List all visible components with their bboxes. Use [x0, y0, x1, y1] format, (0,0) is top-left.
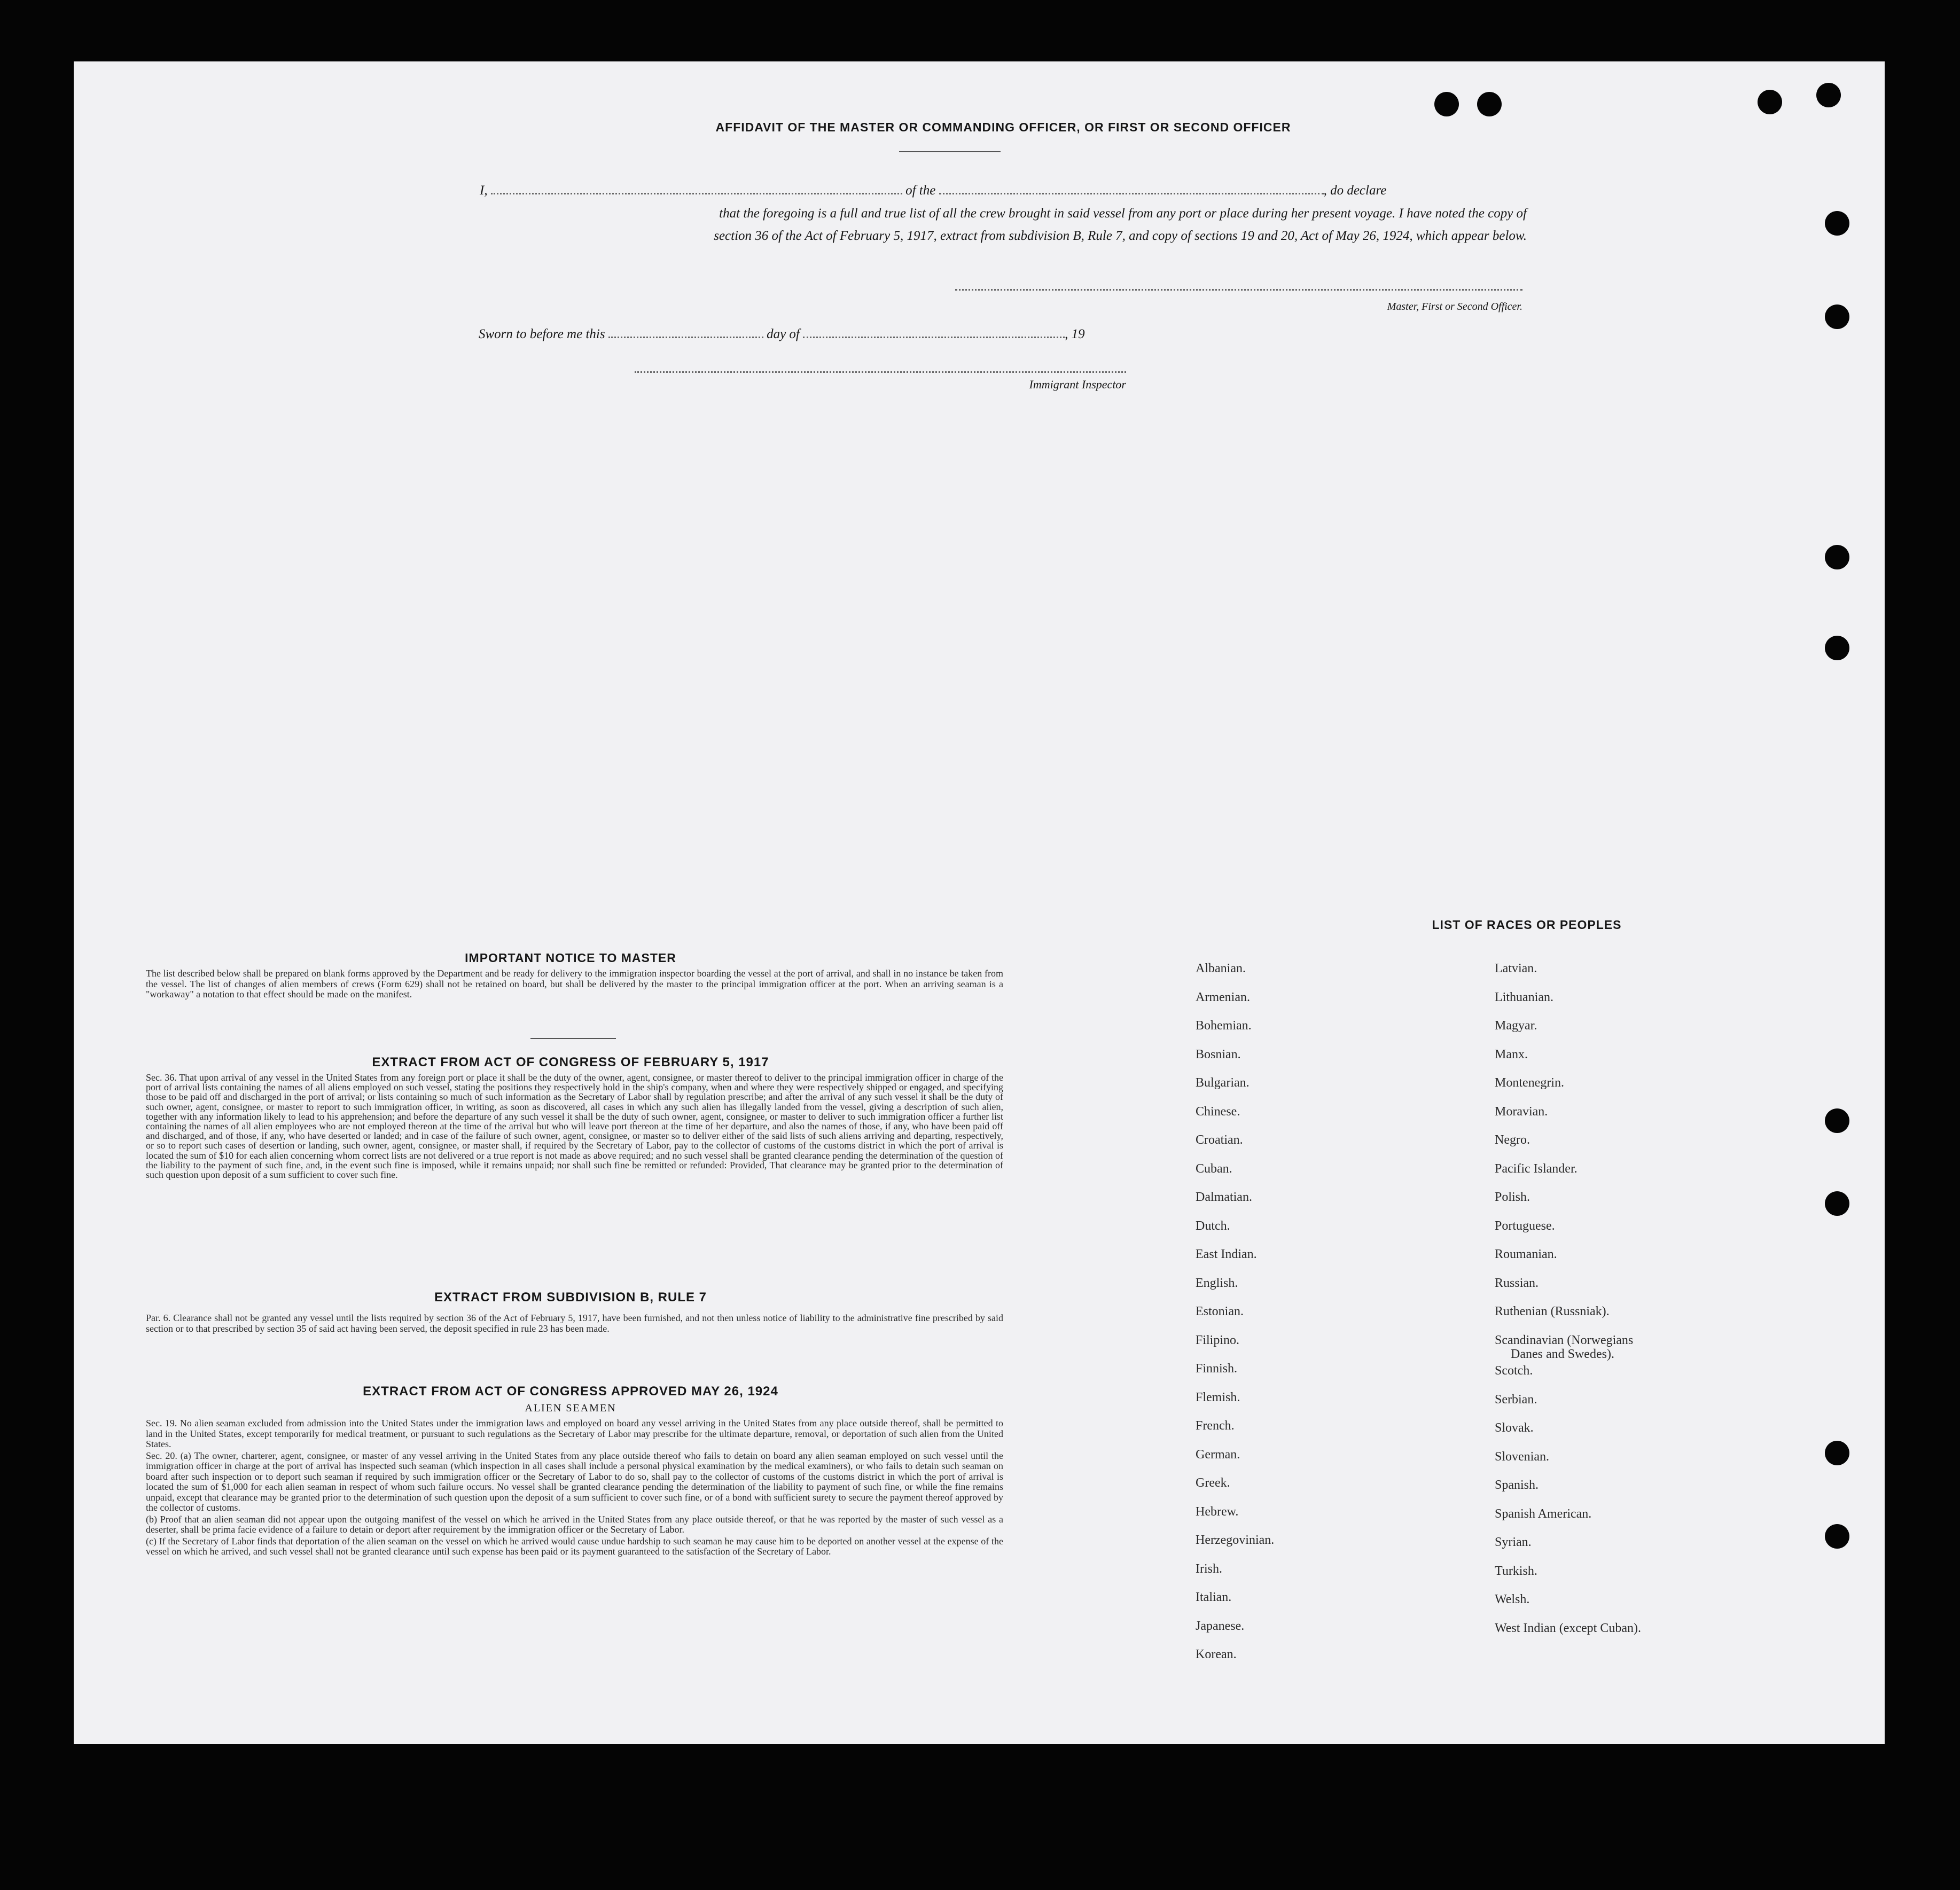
race-list-item: Moravian. [1495, 1104, 1548, 1119]
race-list-item: West Indian (except Cuban). [1495, 1621, 1641, 1635]
month-blank[interactable] [803, 337, 1065, 338]
race-list-item: Manx. [1495, 1047, 1528, 1061]
race-list-item: Russian. [1495, 1276, 1539, 1290]
affidavit-line-3: section 36 of the Act of February 5, 1917, extract from subdivision B, Rule 7, and copy of sections 19 and 20, Act of May 26, 1924, which appear below. [714, 229, 1527, 243]
punch-hole [1825, 545, 1849, 569]
race-list-item: Italian. [1196, 1590, 1232, 1604]
punch-hole [1825, 304, 1849, 329]
title-underline [899, 151, 1001, 152]
race-list-item: Bohemian. [1196, 1019, 1252, 1033]
sworn-line [479, 327, 1227, 342]
vessel-blank[interactable] [939, 193, 1324, 194]
race-list-item: German. [1196, 1447, 1240, 1462]
punch-hole [1825, 636, 1849, 660]
race-list-item: Lithuanian. [1495, 990, 1553, 1004]
race-list-item: Slovak. [1495, 1421, 1534, 1435]
rule-7-text: Par. 6. Clearance shall not be granted any vessel until the lists required by section 36 of the Act of February 5, 1917, have been furnished, and not then unless notice of liability to the administrative fine prescribed by said section or to that prescribed by section 35 of said act having been served, the deposit specified in rule 23 has been made. [146, 1313, 1003, 1334]
race-list-item: Magyar. [1495, 1019, 1537, 1033]
extract-1917-title: EXTRACT FROM ACT OF CONGRESS OF FEBRUARY 5, 1917 [372, 1055, 769, 1069]
extract-1917-text: Sec. 36. That upon arrival of any vessel in the United States from any foreign port or place it shall be the duty of the owner, agent, consignee, or master thereof to deliver to the principal immigration officer in charge of the port of arrival lists containing the names of all aliens employed on such vessel, stating the positions they respectively hold in the ship's company, when and where they were respectively shipped or engaged, and specifying those to be paid off and discharged in the port of arrival; or lists containing so much of such information as the Secretary of Labor shall by regulation prescribe; and after the arrival of any such vessel it shall be the duty of such owner, agent, consignee, or master to report to such immigration officer, in writing, as soon as discovered, all cases in which any such alien has illegally landed from the vessel, giving a description of such alien, together with any information likely to lead to his apprehension; and before the departure of any such vessel it shall be the duty of such owner, agent, consignee, or master to deliver to such immigration officer a further list containing the names of all alien employees who are not employed thereon at the time of the arrival but who will leave port thereon at the time of her departure, and also the names of those, if any, who have been paid off and discharged, and of those, if any, who have deserted or landed; and in case of the failure of such owner, agent, consignee, or master so to deliver either of the said lists of such aliens arriving and departing, respectively, or so to report such cases of desertion or landing, such owner, agent, consignee, or master shall, if required by the Secretary of Labor, pay to the collector of customs of the customs district in which the port of arrival is located the sum of $10 for each alien concerning whom correct lists are not delivered or a true report is not made as above required; and no such vessel shall be granted clearance pending the determination of the question of the liability to the payment of such fine, and, in the event such fine is imposed, while it remains unpaid; nor shall such fine be remitted or refunded: Provided, That clearance may be granted prior to the determination of such question upon deposit of a sum sufficient to cover such fine. [146, 1072, 1003, 1181]
race-list-item: Filipino. [1196, 1333, 1240, 1347]
punch-hole [1825, 1441, 1849, 1465]
affidavit-line-2: that the foregoing is a full and true list of all the crew brought in said vessel from any port or place during her present voyage. I have noted the copy of [719, 206, 1527, 221]
race-list-item: Turkish. [1495, 1564, 1537, 1578]
race-list-item: Chinese. [1196, 1104, 1240, 1119]
race-list-item: Serbian. [1495, 1392, 1537, 1407]
race-list-item: Scandinavian (Norwegians [1495, 1333, 1634, 1347]
sworn-label: Sworn to before me this [479, 327, 605, 341]
punch-hole [1825, 1524, 1849, 1549]
race-list-item: Dutch. [1196, 1219, 1230, 1233]
race-list-item: Syrian. [1495, 1535, 1532, 1549]
race-list-item: Polish. [1495, 1190, 1530, 1204]
race-list-item: Spanish American. [1495, 1506, 1592, 1521]
do-declare-label: , do declare [1323, 183, 1387, 198]
punch-hole [1825, 1108, 1849, 1133]
race-list-item: Latvian. [1495, 962, 1537, 975]
race-list-item: French. [1196, 1419, 1235, 1433]
race-list-item: Montenegrin. [1495, 1076, 1564, 1090]
race-list-item: Korean. [1196, 1647, 1237, 1661]
race-list-item: Portuguese. [1495, 1219, 1555, 1233]
form-sheet [74, 61, 1885, 1744]
race-list-item: Spanish. [1495, 1478, 1539, 1492]
name-blank[interactable] [491, 193, 902, 194]
section-19-text: Sec. 19. No alien seaman excluded from admission into the United States under the immigration laws and employed on board any vessel arriving in the United States from any place outside thereof, shall be permitted to land in the United States, except temporarily for medical treatment, or pursuant to such regulations as the Secretary of Labor may prescribe for the ultimate departure, removal, or deportation of such alien from the United States. [146, 1418, 1003, 1449]
race-list-item: Herzegovinian. [1196, 1533, 1275, 1547]
race-list-item: Finnish. [1196, 1362, 1238, 1376]
master-signature-line[interactable] [955, 289, 1522, 291]
race-list-item: Bulgarian. [1196, 1076, 1250, 1090]
year-19-label: , 19 [1065, 327, 1085, 341]
alien-seamen-subtitle: ALIEN SEAMEN [525, 1402, 616, 1414]
day-of-label: day of [767, 327, 800, 341]
race-list-item: Dalmatian. [1196, 1190, 1252, 1204]
affidavit-line-1 [480, 183, 1527, 198]
punch-hole [1816, 83, 1841, 107]
section-20c-text: (c) If the Secretary of Labor finds that deportation of the alien seaman on the vessel on which he arrived would cause undue hardship to such seaman he may cause him to be deported on another vessel at the expense of the vessel on which he arrived, and such vessel shall not be granted clearance until such expense has been paid or its payment guaranteed to the satisfaction of the Secretary of Labor. [146, 1535, 1003, 1557]
punch-hole [1477, 92, 1502, 116]
section-20b-text: (b) Proof that an alien seaman did not appear upon the outgoing manifest of the vessel on which he arrived in the United States from any place outside thereof, or that he was reported by the master of such vessel as a deserter, shall be prima facie evidence of a failure to detain or deport after requirement by the immigration officer or the Secretary of Labor. [146, 1513, 1003, 1535]
affidavit-title: AFFIDAVIT OF THE MASTER OR COMMANDING OFFICER, OR FIRST OR SECOND OFFICER [715, 120, 1291, 134]
race-list-item: Armenian. [1196, 990, 1250, 1004]
race-list-item: English. [1196, 1276, 1238, 1290]
punch-hole [1434, 92, 1459, 116]
races-title: LIST OF RACES OR PEOPLES [1432, 918, 1622, 932]
race-list-item: Irish. [1196, 1561, 1222, 1576]
race-list-item: Greek. [1196, 1476, 1230, 1490]
rule-7-title: EXTRACT FROM SUBDIVISION B, RULE 7 [434, 1290, 707, 1305]
race-list-item: Negro. [1495, 1133, 1530, 1147]
notice-text: The list described below shall be prepared on blank forms approved by the Department and be ready for delivery to the immigration inspector boarding the vessel at the port of arrival, and shall in no instance be taken from the vessel. The list of changes of alien members of crews (Form 629) shall not be retained on board, but shall be delivered by the master to the principal immigration officer at the port. When an arriving seaman is a "workaway" a notation to that effect should be made on the manifest. [146, 968, 1003, 999]
race-list-item: Slovenian. [1495, 1449, 1549, 1464]
section-divider [530, 1038, 616, 1039]
affidavit-of-the-label: of the [905, 183, 936, 198]
inspector-label: Immigrant Inspector [1029, 378, 1126, 391]
inspector-signature-line[interactable] [635, 371, 1126, 373]
notice-title: IMPORTANT NOTICE TO MASTER [465, 951, 676, 965]
race-list-item: Danes and Swedes). [1511, 1347, 1614, 1361]
race-list-item: Pacific Islander. [1495, 1161, 1578, 1176]
race-list-item: Flemish. [1196, 1390, 1240, 1404]
race-list-item: Hebrew. [1196, 1504, 1239, 1519]
race-list-item: Bosnian. [1196, 1047, 1241, 1061]
extract-1924-title: EXTRACT FROM ACT OF CONGRESS APPROVED MAY 26, 1924 [363, 1384, 778, 1399]
race-list-item: Japanese. [1196, 1619, 1245, 1633]
race-list-item: Albanian. [1196, 962, 1246, 975]
race-list-item: Roumanian. [1495, 1247, 1557, 1261]
punch-hole [1825, 1191, 1849, 1216]
day-blank[interactable] [608, 337, 763, 338]
race-list-item: Estonian. [1196, 1305, 1244, 1318]
punch-hole [1825, 211, 1849, 236]
race-list-item: Scotch. [1495, 1364, 1533, 1378]
affidavit-i-label: I, [480, 183, 488, 198]
race-list-item: Welsh. [1495, 1592, 1530, 1606]
race-list-item: Croatian. [1196, 1133, 1243, 1147]
race-list-item: Cuban. [1196, 1161, 1232, 1176]
section-20a-text: Sec. 20. (a) The owner, charterer, agent, consignee, or master of any vessel arriving in the United States from any place outside thereof who fails to detain on board any alien seaman employed on such vessel until the immigration officer in charge at the port of arrival has inspected such seaman (which inspection in all cases shall include a personal physical examination by the medical examiners), or who fails to detain such seaman on board after such inspection or to deport such seaman if required by such immigration officer or the Secretary of Labor to do so, shall pay to the collector of customs of the customs district in which the port of arrival is located the sum of $1,000 for each alien seaman in respect of whom such failure occurs. No vessel shall be granted clearance pending the determination of the liability to payment of such fine, or while the fine remains unpaid, except that clearance may be granted prior to the determination of such question upon the deposit of a sum sufficient to cover such fine, or of a bond with sufficient surety to secure the payment thereof approved by the collector of customs. [146, 1450, 1003, 1513]
race-list-item: Ruthenian (Russniak). [1495, 1305, 1610, 1318]
master-signature-label: Master, First or Second Officer. [1387, 301, 1522, 313]
extract-1924-body [146, 1418, 1003, 1557]
race-list-item: East Indian. [1196, 1247, 1257, 1261]
punch-hole [1758, 90, 1782, 114]
